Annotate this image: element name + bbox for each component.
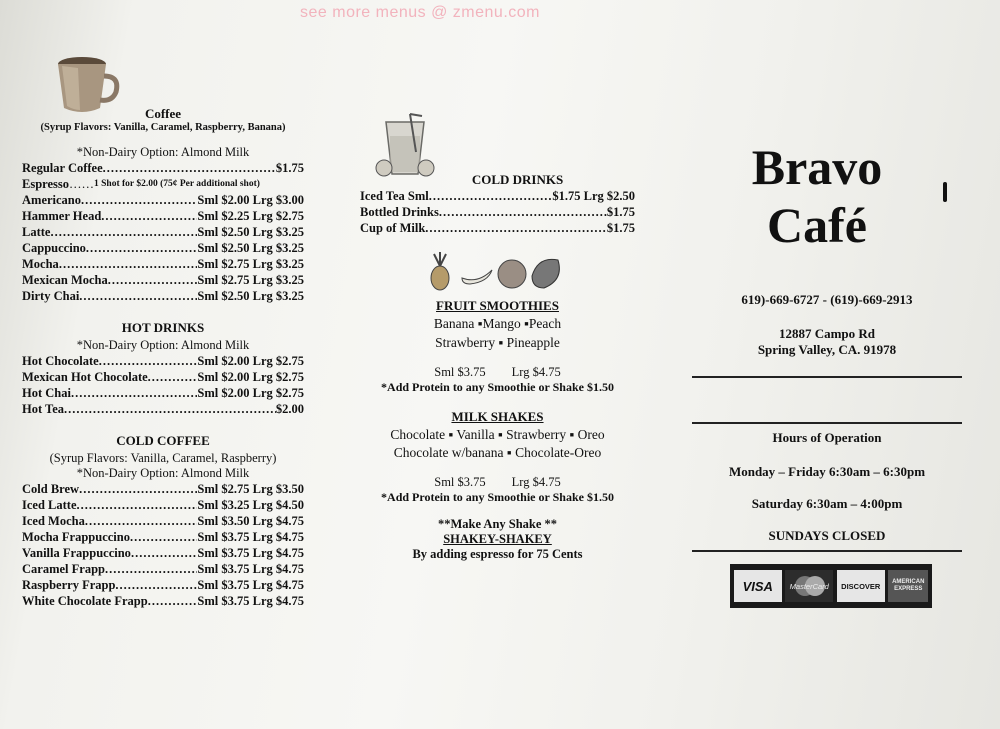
menu-item: Iced Mocha ..... Sml $3.50 Lrg $4.75	[22, 513, 304, 529]
shakes-title: MILK SHAKES	[451, 409, 544, 424]
shakes-prices: Sml $3.75 Lrg $4.75	[434, 475, 561, 489]
smoothies-prices: Sml $3.75 Lrg $4.75	[434, 365, 561, 379]
middle-column	[360, 112, 635, 562]
divider	[692, 376, 962, 378]
cafe-address2: Spring Valley, CA. 91978	[757, 342, 897, 357]
menu-item: Latte ..... Sml $2.50 Lrg $3.25	[22, 224, 304, 240]
coffee-syrups: (Syrup Flavors: Vanilla, Caramel, Raspberry, Banana)	[40, 122, 286, 133]
menu-item: Mocha Frappuccino ..... Sml $3.75 Lrg $4.75	[22, 529, 304, 545]
cold-coffee-nondairy: *Non-Dairy Option: Almond Milk	[76, 466, 250, 480]
smoothies-line1: Banana ▪Mango ▪Peach	[433, 316, 562, 331]
cafe-name-line2: Café	[767, 197, 867, 253]
menu-item: Espresso …… 1 Shot for $2.00 (75¢ Per additional shot)	[22, 177, 260, 191]
hours-title: Hours of Operation	[772, 430, 882, 445]
right-column	[688, 138, 966, 608]
cafe-address1: 12887 Campo Rd	[778, 326, 876, 341]
divider	[692, 550, 962, 552]
menu-item: Mexican Hot Chocolate ..... Sml $2.00 Lrg $2.75	[22, 369, 304, 385]
hot-drinks-title: HOT DRINKS	[121, 320, 205, 335]
menu-item: Mocha ..... Sml $2.75 Lrg $3.25	[22, 256, 304, 272]
hours-weekday: Monday – Friday 6:30am – 6:30pm	[728, 464, 926, 479]
menu-item: Mexican Mocha ..... Sml $2.75 Lrg $3.25	[22, 272, 304, 288]
cold-coffee-syrups: (Syrup Flavors: Vanilla, Caramel, Raspberry)	[49, 451, 277, 465]
menu-item: Iced Tea Sml ..... $1.75 Lrg $2.50	[360, 188, 635, 204]
menu-item: Hot Tea ..... $2.00	[22, 401, 304, 417]
payment-cards	[730, 564, 932, 608]
menu-item: Raspberry Frapp ..... Sml $3.75 Lrg $4.75	[22, 577, 304, 593]
menu-item: Hot Chocolate ..... Sml $2.00 Lrg $2.75	[22, 353, 304, 369]
smoothies-title: FRUIT SMOOTHIES	[436, 298, 559, 313]
shakes-line2: Chocolate w/banana ▪ Chocolate-Oreo	[393, 445, 602, 460]
menu-item: Vanilla Frappuccino ..... Sml $3.75 Lrg $4.75	[22, 545, 304, 561]
coffee-nondairy: *Non-Dairy Option: Almond Milk	[76, 145, 250, 159]
coffee-cup-icon	[52, 54, 122, 116]
menu-item: Americano ..... Sml $2.00 Lrg $3.00	[22, 192, 304, 208]
menu-item: Dirty Chai ..... Sml $2.50 Lrg $3.25	[22, 288, 304, 304]
menu-item: Hammer Head ..... Sml $2.25 Lrg $2.75	[22, 208, 304, 224]
smoothies-line2: Strawberry ▪ Pineapple	[435, 335, 560, 350]
menu-item: Iced Latte ..... Sml $3.25 Lrg $4.50	[22, 497, 304, 513]
divider	[692, 422, 962, 424]
watermark: see more menus @ zmenu.com	[300, 4, 540, 21]
menu-item: Bottled Drinks ..... $1.75	[360, 204, 635, 220]
fruit-icon	[428, 250, 578, 292]
cold-drinks-title: COLD DRINKS	[471, 172, 564, 187]
espresso-addon: By adding espresso for 75 Cents	[412, 547, 583, 561]
menu-item: Cold Brew ..... Sml $2.75 Lrg $3.50	[22, 481, 304, 497]
make-any-shake: **Make Any Shake **	[437, 517, 558, 531]
smoothies-protein: *Add Protein to any Smoothie or Shake $1.50	[381, 380, 614, 394]
iced-drink-icon	[372, 112, 438, 182]
hours-sunday: SUNDAYS CLOSED	[768, 528, 886, 543]
menu-item: Caramel Frapp ..... Sml $3.75 Lrg $4.75	[22, 561, 304, 577]
hot-drinks-nondairy: *Non-Dairy Option: Almond Milk	[76, 338, 250, 352]
menu-item: Regular Coffee ..... $1.75	[22, 160, 304, 176]
visa-icon: VISA	[734, 570, 782, 602]
shakes-protein: *Add Protein to any Smoothie or Shake $1.50	[381, 490, 614, 504]
discover-icon: DISCOVER	[837, 570, 885, 602]
menu-item: Cup of Milk ..... $1.75	[360, 220, 635, 236]
menu-item: Cappuccino ..... Sml $2.50 Lrg $3.25	[22, 240, 304, 256]
left-column	[22, 50, 304, 609]
shakes-line1: Chocolate ▪ Vanilla ▪ Strawberry ▪ Oreo	[390, 427, 605, 442]
menu-item: Hot Chai ..... Sml $2.00 Lrg $2.75	[22, 385, 304, 401]
paper-mark	[943, 182, 947, 202]
cafe-name-line1: Bravo	[751, 139, 883, 195]
cafe-phones: 619)-669-6727 - (619)-669-2913	[741, 292, 913, 307]
menu-item: White Chocolate Frapp ..... Sml $3.75 Lrg $4.75	[22, 593, 304, 609]
hours-saturday: Saturday 6:30am – 4:00pm	[751, 496, 903, 511]
amex-icon: AMERICAN EXPRESS	[888, 570, 928, 602]
shakey-shakey: SHAKEY-SHAKEY	[443, 532, 552, 546]
mastercard-icon: MasterCard	[785, 570, 833, 602]
cold-coffee-title: COLD COFFEE	[116, 433, 210, 448]
coffee-title: Coffee	[144, 106, 182, 121]
